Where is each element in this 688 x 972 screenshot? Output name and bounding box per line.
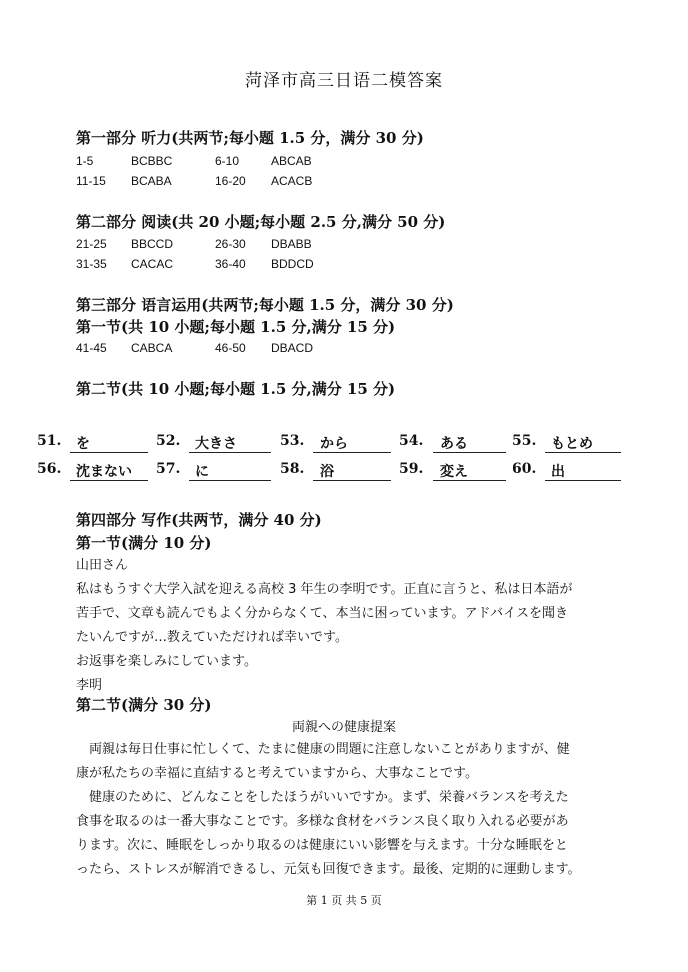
letter-line: 私はもうすぐ大学入試を迎える高校 3 年生の李明です。正直に言うと、私は日本語が: [76, 582, 573, 597]
essay-line: 両親は毎日仕事に忙しくて、たまに健康の問題に注意しないことがありますが、健: [76, 742, 570, 757]
fill-answer: 大きさ: [195, 436, 237, 452]
question-number: 59.: [399, 461, 424, 477]
answer-keys: ABCAB: [271, 154, 312, 168]
essay-title: 両親への健康提案: [291, 720, 396, 735]
fill-answer: から: [320, 436, 348, 452]
fill-answer: 浴: [320, 464, 334, 480]
part4-section1-heading: 第一节(满分 10 分): [76, 534, 212, 552]
question-number: 58.: [280, 461, 305, 477]
answer-keys: ACACB: [271, 174, 313, 188]
answer-range: 16-20: [215, 174, 246, 188]
question-number: 52.: [156, 433, 181, 449]
essay-line: 康が私たちの幸福に直結すると考えていますから、大事なことです。: [76, 766, 478, 781]
answer-keys: CACAC: [131, 257, 174, 271]
part3-section1-heading: 第一节(共 10 小题;每小题 1.5 分,满分 15 分): [76, 318, 396, 336]
answer-keys: DBABB: [271, 237, 312, 251]
page-footer: 第 1 页 共 5 页: [306, 894, 382, 907]
question-number: 60.: [512, 461, 537, 477]
fill-answer: に: [195, 464, 209, 480]
answer-underline: [433, 480, 506, 481]
letter-line: 山田さん: [76, 558, 129, 573]
answer-keys: BCBBC: [131, 154, 173, 168]
part1-heading: 第一部分 听力(共两节;每小题 1.5 分，满分 30 分): [76, 129, 424, 147]
answer-underline: [545, 452, 621, 453]
answer-range: 1-5: [76, 154, 94, 168]
answer-underline: [70, 452, 148, 453]
answer-keys: BBCCD: [131, 237, 174, 251]
answer-keys: BDDCD: [271, 257, 314, 271]
answer-range: 31-35: [76, 257, 107, 271]
answer-keys: CABCA: [131, 341, 173, 355]
question-number: 57.: [156, 461, 181, 477]
answer-underline: [433, 452, 506, 453]
part3-heading: 第三部分 语言运用(共两节;每小题 1.5 分，满分 30 分): [76, 296, 454, 314]
question-number: 55.: [512, 433, 537, 449]
fill-answer: 出: [551, 464, 565, 480]
answer-range: 26-30: [215, 237, 246, 251]
fill-answer: を: [76, 436, 90, 452]
fill-answer: 変え: [440, 464, 468, 480]
answer-underline: [313, 480, 391, 481]
part4-section2-heading: 第二节(满分 30 分): [76, 696, 212, 714]
fill-answer: もとめ: [551, 436, 593, 452]
question-number: 54.: [399, 433, 424, 449]
essay-line: 食事を取るのは一番大事なことです。多様な食材をバランス良く取り入れる必要があ: [76, 814, 569, 829]
answer-range: 6-10: [215, 154, 240, 168]
essay-line: ったら、ストレスが解消できるし、元気も回復できます。最後、定期的に運動します。: [76, 862, 581, 877]
question-number: 56.: [37, 461, 62, 477]
part4-heading: 第四部分 写作(共两节，满分 40 分): [76, 511, 322, 529]
fill-in-row: [0, 459, 688, 483]
essay-line: ります。次に、睡眠をしっかり取るのは健康にいい影響を与えます。十分な睡眠をと: [76, 838, 568, 853]
answer-underline: [189, 452, 271, 453]
answer-keys: DBACD: [271, 341, 314, 355]
essay-body: [76, 738, 616, 882]
letter-signature: 李明: [76, 678, 103, 693]
question-number: 53.: [280, 433, 305, 449]
answer-underline: [313, 452, 391, 453]
answer-underline: [545, 480, 621, 481]
letter-line: 苦手で、文章も読んでもよく分からなくて、本当に困っています。アドバイスを聞き: [76, 606, 569, 621]
part3-section2-heading: 第二节(共 10 小题;每小题 1.5 分,满分 15 分): [76, 380, 396, 398]
essay-line: 健康のために、どんなことをしたほうがいいですか。まず、栄養バランスを考えた: [76, 790, 569, 805]
answer-range: 11-15: [76, 174, 106, 188]
fill-answer: ある: [440, 436, 468, 452]
answer-range: 41-45: [76, 341, 107, 355]
answer-underline: [70, 480, 148, 481]
question-number: 51.: [37, 433, 62, 449]
letter-line: お返事を楽しみにしています。: [76, 654, 257, 669]
answer-range: 21-25: [76, 237, 107, 251]
fill-answer: 沈まない: [76, 464, 132, 480]
answer-keys: BCABA: [131, 174, 172, 188]
part2-heading: 第二部分 阅读(共 20 小题;每小题 2.5 分,满分 50 分): [76, 213, 446, 231]
letter-line: たいんですが…教えていただければ幸いです。: [76, 630, 348, 645]
answer-underline: [189, 480, 271, 481]
answer-range: 46-50: [215, 341, 246, 355]
answer-range: 36-40: [215, 257, 246, 271]
page-title: 菏泽市高三日语二模答案: [245, 71, 443, 91]
fill-in-row: [0, 431, 688, 455]
